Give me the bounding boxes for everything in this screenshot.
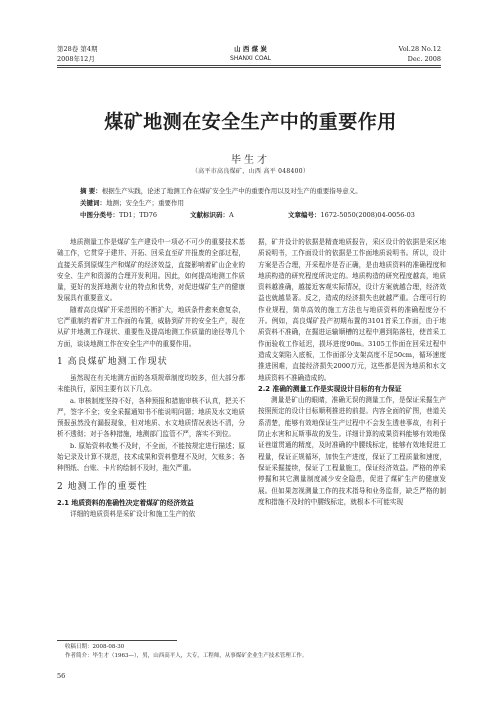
right-column (258, 237, 446, 508)
section-heading-2: 2 地测工作的重要性 (57, 481, 148, 492)
paragraph: 虽然现在有关地测方面的各项规章制度均较多，但大部分都未能执行，原因主要有以下几点。 (57, 373, 245, 394)
journal-name-cn: 山 西 煤 炭 (234, 45, 267, 53)
clc-label: 中图分类号： (80, 211, 119, 219)
section-heading-1: 1 高良煤矿地测工作现状 (57, 356, 168, 367)
paragraph: b. 原始资料收集不及时，不全面，不能按规定进行描述；原始记录及计算不规范，技术成果和资料整理不及时，欠账多；各种图纸、台账、卡片的绘制不及时，拖欠严重。 (57, 441, 245, 473)
article-author: 毕生才 (231, 155, 270, 166)
doc-code-label: 文献标识码： (190, 211, 229, 219)
paragraph: 地质测量工作是煤矿生产建设中一项必不可少的重要技术基础工作，它贯穿于建井、开拓、回采直至矿井报废的全部过程，直接关系到原煤生产和煤矿的经济效益，直接影响着矿山企业的安全、生产和资源的合理开发利用。因此，如何提高地测工作质量，更好的发挥地测专业的特点和优势，对促进煤矿生产的健康发展具有重要意义。 (57, 238, 245, 303)
journal-date-en: Dec. 2008 (407, 55, 441, 63)
keywords-label: 关键词： (80, 199, 106, 207)
subsection-heading-2-1: 2.1 地质资料的准确性决定着煤矿的经济效益 (57, 498, 194, 507)
paragraph: 详细的地质资料是采矿设计和施工生产的依 (70, 509, 196, 518)
document-code (190, 211, 234, 220)
paragraph: 测量是矿山的眼睛，准确无误的测量工作，是保证采掘生产按照预定的设计目标顺利推进的前提。内容全面的矿图，巷道关系清楚，能够有效地保证生产过程中不会发生透巷事故，有利于防止水害和瓦斯事故的发生。详细计算的成果资料能够有效地保证巷道贯通的精度，及时准确的中腰线标定，能够有效地促进工程量，保证正规循环，加快生产进度，保证了工程质量和速度，保证采掘接续，保证了工程量施工，保证经济效益。严格的停采停掘和其它测量制度减少安全隐患，促进了煤矿生产的健康发展。但如果忽视测量工作的技术指导和业务监督，缺乏严格的制度和措施不及时的中腰线标定，就根本不可能实现 (258, 396, 446, 506)
clc-value: TD1；TD76 (119, 211, 158, 219)
header-rule-secondary (57, 67, 441, 68)
paragraph: a. 审核制度坚持不好，各种预报和措施审核不认真，把关不严，签字不全；安全采掘通知书不能说明问题；地质及水文地质预报虽然没有漏报现象，但对地质、水文地质情况表达不清，分析不透彻；对于各种措施，地测部门监管不严，落实不到位。 (57, 396, 245, 439)
subsection-heading-2-2: 2.2 准确的测量工作是实现设计目标的有力保证 (258, 384, 402, 393)
journal-vol-en: Vol.28 No.12 (398, 45, 441, 53)
paragraph: 随着高良煤矿开采范围的不断扩大，地质条件愈来愈复杂，它严重制约着矿井工作面的布置，威胁到矿井的安全生产，现在从矿井地测工作现状、重要性及提高地测工作质量的途径等几个方面，谈谈地测工作在安全生产中的重要作用。 (57, 305, 245, 348)
article-no-label: 文章编号： (288, 211, 321, 219)
author-affiliation: （高平市高良煤矿，山西 高平 048400） (191, 168, 310, 175)
paragraph: 据，矿井设计的依据是精查地质报告，采区设计的依据是采区地质说明书，工作面设计的依据是工作面地质说明书。所以，设计方案是否合理，开采程序是否正确，是由地质资料的准确程度和地质构造的研究程度所决定的。地质构造的研究程度越高，地质资料越准确，越接近客观实际情况，设计方案就越合理，经济效益也就越显著。反之，造成的经济损失也就越严重。合理可行的作业规程，简单高效的施工方法也与地质资料的准确程度分不开。例如，高良煤矿投产初期布置的3101首采工作面，由于地质资料不准确，在掘进运输顺槽的过程中遇到陷落柱，使首采工作面验收工作延迟，损坏进度90m。3105工作面在回采过程中造成支架陷入底板，工作面部分支架高度不足50cm，循环速度推进困难，直接经济损失2000万元，这些都是因为地质和水文地质资料不准确造成的。 (258, 238, 446, 382)
abstract-text: 根据生产实践，论述了地测工作在煤矿安全生产中的重要作用以及对生产的重要指导意义。 (101, 187, 362, 195)
article-number (288, 211, 415, 220)
journal-name-en: SHANXI COAL (230, 55, 271, 62)
received-date: 收稿日期：2008-08-30 (65, 644, 125, 650)
article-no-value: 1672-5050(2008)04-0056-03 (320, 211, 415, 219)
abstract (80, 187, 362, 196)
journal-date: 2008年12月 (57, 55, 95, 63)
doc-code-value: A (229, 211, 234, 219)
keywords-text: 地测；安全生产；重要作用 (106, 199, 184, 207)
clc-number (80, 211, 157, 220)
abstract-label: 摘 要： (80, 187, 102, 195)
journal-volume-issue: 第28卷 第4期 (57, 45, 98, 53)
footnote-rule (57, 640, 177, 641)
article-title: 煤矿地测在安全生产中的重要作用 (104, 111, 397, 133)
page-number: 56 (57, 672, 66, 680)
author-bio: 作者简介：毕生才（1963—），男，山西高平人，大专，工程师，从事煤矿企业生产技术管理工作。 (65, 653, 308, 659)
left-column (57, 237, 245, 520)
keywords (80, 199, 184, 208)
header-rule (57, 65, 441, 66)
